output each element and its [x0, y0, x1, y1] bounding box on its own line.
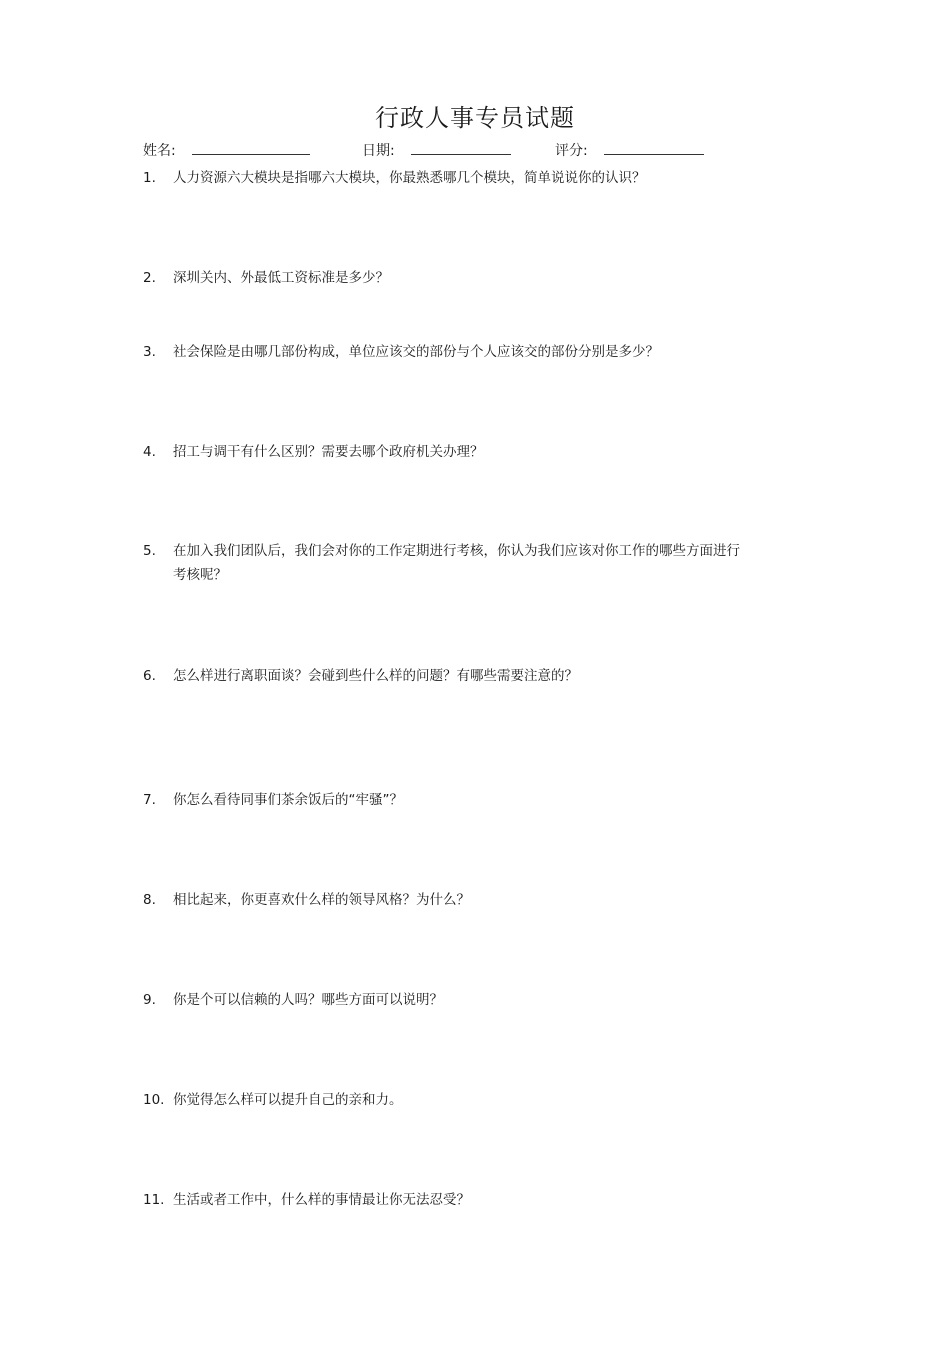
- question-text: 生活或者工作中，什么样的事情最让你无法忍受？: [173, 1192, 470, 1208]
- question-number: 5.: [143, 543, 156, 559]
- question-item: [143, 1088, 763, 1112]
- question-item: [143, 539, 743, 587]
- date-field: [362, 140, 511, 160]
- question-item: [143, 166, 763, 190]
- question-item: [143, 888, 763, 912]
- question-item: [143, 664, 763, 688]
- name-field: [143, 140, 310, 160]
- name-blank[interactable]: [192, 140, 310, 155]
- question-item: [143, 440, 763, 464]
- question-number: 3.: [143, 344, 156, 360]
- page-title: 行政人事专员试题: [375, 104, 575, 132]
- question-item: [143, 788, 763, 812]
- score-blank[interactable]: [604, 140, 704, 155]
- question-text: 深圳关内、外最低工资标准是多少？: [173, 270, 389, 286]
- date-label: 日期:: [362, 143, 395, 159]
- question-number: 2.: [143, 270, 156, 286]
- question-text: 社会保险是由哪几部份构成，单位应该交的部份与个人应该交的部份分别是多少？: [173, 344, 659, 360]
- score-field: [555, 140, 704, 160]
- question-item: [143, 266, 763, 290]
- candidate-info-row: [0, 140, 950, 162]
- date-blank[interactable]: [411, 140, 511, 155]
- question-text: 相比起来，你更喜欢什么样的领导风格？为什么？: [173, 892, 470, 908]
- question-number: 4.: [143, 444, 156, 460]
- question-text: 你是个可以信赖的人吗？哪些方面可以说明？: [173, 992, 443, 1008]
- question-item: [143, 1188, 763, 1212]
- question-number: 11.: [143, 1192, 165, 1208]
- question-text: 人力资源六大模块是指哪六大模块，你最熟悉哪几个模块，简单说说你的认识？: [173, 170, 646, 186]
- name-label: 姓名:: [143, 143, 176, 159]
- question-item: [143, 340, 763, 364]
- question-number: 7.: [143, 792, 156, 808]
- question-number: 10.: [143, 1092, 165, 1108]
- question-number: 6.: [143, 668, 156, 684]
- question-text: 你觉得怎么样可以提升自己的亲和力。: [173, 1092, 403, 1108]
- question-number: 1.: [143, 170, 156, 186]
- question-item: [143, 988, 763, 1012]
- question-text: 在加入我们团队后，我们会对你的工作定期进行考核，你认为我们应该对你工作的哪些方面进行考核呢？: [173, 543, 740, 583]
- question-text: 怎么样进行离职面谈？会碰到些什么样的问题？有哪些需要注意的？: [173, 668, 578, 684]
- question-number: 9.: [143, 992, 156, 1008]
- question-number: 8.: [143, 892, 156, 908]
- question-text: 你怎么看待同事们茶余饭后的“牢骚”？: [173, 792, 403, 808]
- score-label: 评分:: [555, 143, 588, 159]
- question-text: 招工与调干有什么区别？需要去哪个政府机关办理？: [173, 444, 484, 460]
